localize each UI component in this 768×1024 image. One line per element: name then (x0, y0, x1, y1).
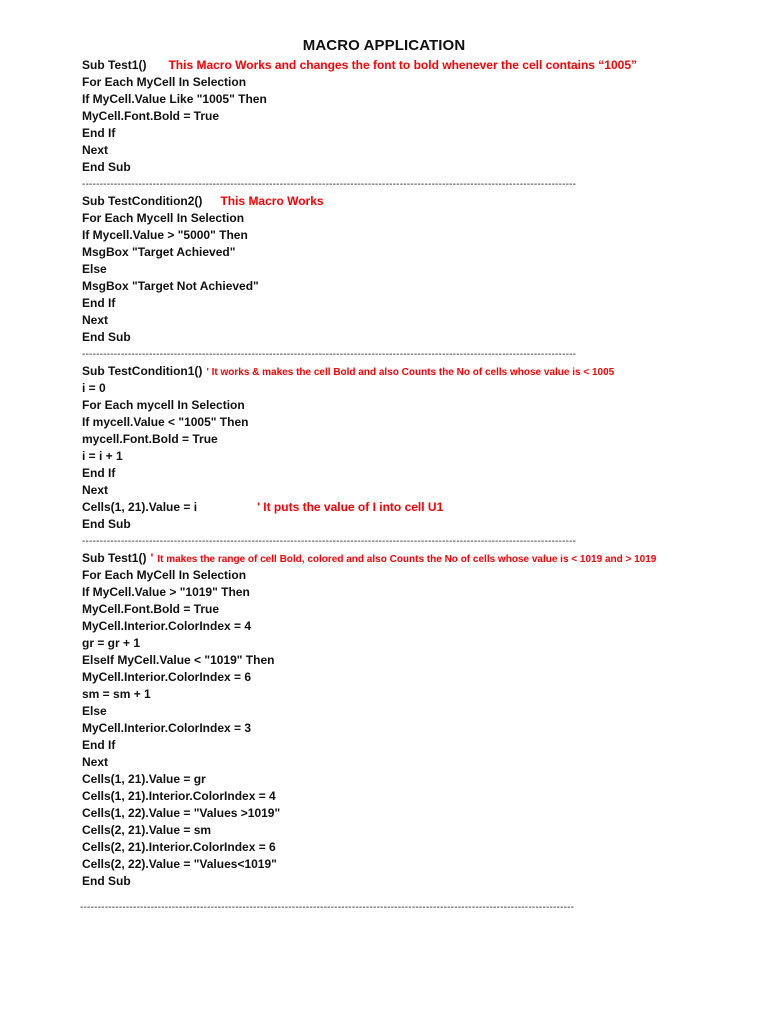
block3-comment: ' It works & makes the cell Bold and also Counts the No of cells whose value is < 1005 (206, 367, 615, 378)
block1-header-line (82, 57, 682, 74)
code-line: MyCell.Interior.ColorIndex = 4 (82, 619, 252, 633)
code-line: MsgBox "Target Not Achieved" (82, 279, 259, 293)
separator-line: -------------------------------------------------------------------------------------------------------------------------------------------- (82, 349, 577, 360)
block1-header: Sub Test1() (82, 58, 147, 72)
code-line: For Each MyCell In Selection (82, 568, 247, 582)
block4-header-line (82, 550, 682, 567)
code-line: For Each MyCell In Selection (82, 75, 247, 89)
code-line: MyCell.Font.Bold = True (82, 109, 220, 123)
block1-comment: This Macro Works and changes the font to bold whenever the cell contains “1005” (168, 58, 637, 72)
code-line: i = 0 (82, 381, 106, 395)
code-line: End Sub (82, 160, 131, 174)
code-line: If MyCell.Value > "1019" Then (82, 585, 250, 599)
block3-cells-comment: ' It puts the value of I into cell U1 (257, 500, 444, 514)
code-line: End If (82, 126, 116, 140)
block4-comment-mark: ' (150, 551, 154, 565)
block4-comment: It makes the range of cell Bold, colored and also Counts the No of cells whose value is < 1019 and > 1019 (157, 554, 657, 565)
code-line: End If (82, 466, 116, 480)
code-line: Cells(2, 22).Value = "Values<1019" (82, 857, 277, 871)
code-line: Else (82, 262, 107, 276)
code-line: gr = gr + 1 (82, 636, 141, 650)
code-line: MyCell.Interior.ColorIndex = 6 (82, 670, 252, 684)
page-title: MACRO APPLICATION (302, 37, 466, 54)
code-line: End Sub (82, 517, 131, 531)
code-line: If mycell.Value < "1005" Then (82, 415, 249, 429)
code-line: Next (82, 143, 109, 157)
code-line: If Mycell.Value > "5000" Then (82, 228, 248, 242)
code-line: MyCell.Interior.ColorIndex = 3 (82, 721, 252, 735)
block4-header: Sub Test1() (82, 551, 147, 565)
block3-cells-line (82, 499, 682, 516)
code-line: For Each mycell In Selection (82, 398, 245, 412)
separator-line: -------------------------------------------------------------------------------------------------------------------------------------------- (82, 536, 577, 547)
code-line: ElseIf MyCell.Value < "1019" Then (82, 653, 275, 667)
code-line: MyCell.Font.Bold = True (82, 602, 220, 616)
block3-header: Sub TestCondition1() (82, 364, 203, 378)
code-line: For Each Mycell In Selection (82, 211, 245, 225)
code-line: End Sub (82, 874, 131, 888)
block2-header: Sub TestCondition2() (82, 194, 203, 208)
macro-code-listing (82, 57, 682, 890)
code-line: Else (82, 704, 107, 718)
code-line: If MyCell.Value Like "1005" Then (82, 92, 267, 106)
code-line: mycell.Font.Bold = True (82, 432, 218, 446)
code-line: sm = sm + 1 (82, 687, 151, 701)
code-line: i = i + 1 (82, 449, 123, 463)
code-line: End If (82, 296, 116, 310)
code-line: MsgBox "Target Achieved" (82, 245, 236, 259)
code-line: Cells(1, 21).Value = gr (82, 772, 206, 786)
code-line: Next (82, 755, 109, 769)
code-line: End If (82, 738, 116, 752)
code-line: Cells(1, 21).Value = i (82, 500, 198, 514)
code-line: Next (82, 483, 109, 497)
block2-comment: This Macro Works (220, 194, 324, 208)
block3-header-line (82, 363, 682, 380)
code-line: Cells(2, 21).Value = sm (82, 823, 212, 837)
code-line: End Sub (82, 330, 131, 344)
code-line: Next (82, 313, 109, 327)
separator-line: -------------------------------------------------------------------------------------------------------------------------------------------- (80, 902, 575, 913)
block2-header-line (82, 193, 682, 210)
separator-line: -------------------------------------------------------------------------------------------------------------------------------------------- (82, 179, 577, 190)
code-line: Cells(2, 21).Interior.ColorIndex = 6 (82, 840, 276, 854)
code-line: Cells(1, 21).Interior.ColorIndex = 4 (82, 789, 276, 803)
code-line: Cells(1, 22).Value = "Values >1019" (82, 806, 281, 820)
